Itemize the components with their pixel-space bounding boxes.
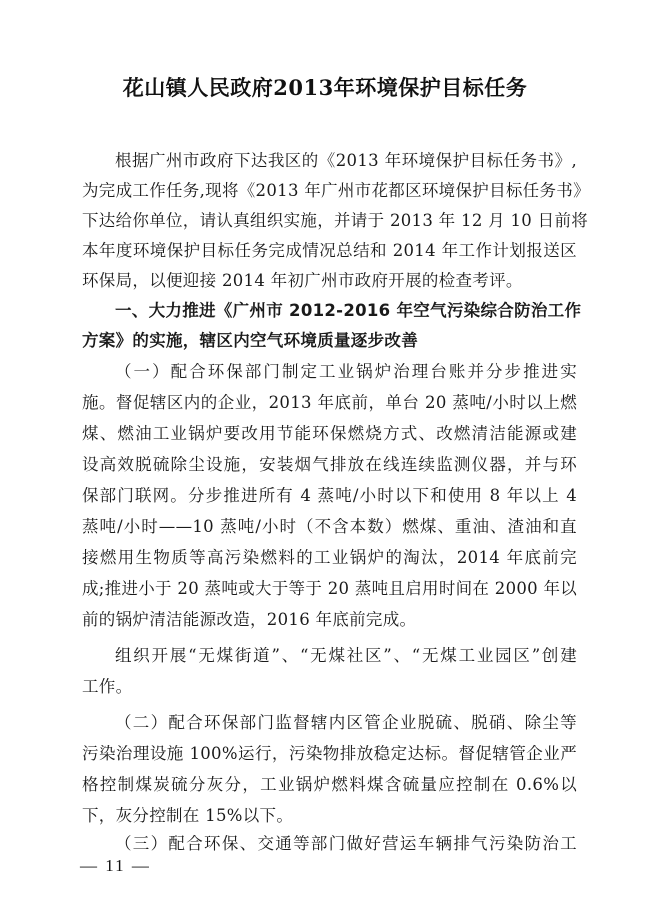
paragraph-line: 前的锅炉清洁能源改造，2016 年底前完成。 bbox=[82, 610, 417, 629]
paragraph-line: 成;推进小于 20 蒸吨或大于等于 20 蒸吨且启用时间在 2000 年以 bbox=[82, 579, 578, 598]
document-title: 花山镇人民政府2013年环境保护目标任务 bbox=[122, 75, 528, 100]
paragraph-line: 下达给你单位，请认真组织实施，并请于 2013 年 12 月 10 日前将 bbox=[82, 211, 589, 230]
paragraph-line: 煤、燃油工业锅炉要改用节能环保燃烧方式、改燃清洁能源或建 bbox=[82, 424, 577, 443]
paragraph-line: 根据广州市政府下达我区的《2013 年环境保护目标任务书》, bbox=[115, 151, 577, 170]
paragraph-line: 下，灰分控制在 15%以下。 bbox=[82, 806, 294, 825]
paragraph-line: （二）配合环保部门监督辖内区管企业脱硫、脱硝、除尘等 bbox=[115, 713, 577, 732]
section-heading-line: 一、大力推进《广州市 2012-2016 年空气污染综合防治工作 bbox=[115, 301, 582, 320]
section-heading-line: 方案》的实施，辖区内空气环境质量逐步改善 bbox=[82, 331, 418, 350]
page-number: — 11 — bbox=[80, 856, 151, 875]
paragraph-line: （三）配合环保、交通等部门做好营运车辆排气污染防治工 bbox=[115, 834, 577, 853]
paragraph-line: 为完成工作任务,现将《2013 年广州市花都区环境保护目标任务书》 bbox=[82, 181, 590, 200]
paragraph-line: 工作。 bbox=[82, 677, 133, 696]
paragraph-line: 施。督促辖区内的企业，2013 年底前，单台 20 蒸吨/小时以上燃 bbox=[82, 393, 577, 412]
paragraph-line: 接燃用生物质等高污染燃料的工业锅炉的淘汰，2014 年底前完 bbox=[82, 548, 577, 567]
paragraph-line: 设高效脱硫除尘设施，安装烟气排放在线连续监测仪器，并与环 bbox=[82, 455, 577, 474]
paragraph-line: 本年度环境保护目标任务完成情况总结和 2014 年工作计划报送区 bbox=[82, 241, 577, 260]
paragraph-line: （一）配合环保部门制定工业锅炉治理台账并分步推进实 bbox=[115, 362, 577, 381]
paragraph-line: 格控制煤炭硫分灰分，工业锅炉燃料煤含硫量应控制在 0.6%以 bbox=[82, 775, 577, 794]
paragraph-line: 污染治理设施 100%运行，污染物排放稳定达标。督促辖管企业严 bbox=[82, 744, 577, 763]
paragraph-line: 组织开展“无煤街道”、“无煤社区”、“无煤工业园区”创建 bbox=[115, 646, 577, 665]
paragraph-line: 保部门联网。分步推进所有 4 蒸吨/小时以下和使用 8 年以上 4 bbox=[82, 486, 577, 505]
paragraph-line: 蒸吨/小时——10 蒸吨/小时（不含本数）燃煤、重油、渣油和直 bbox=[82, 517, 577, 536]
paragraph-line: 环保局，以便迎接 2014 年初广州市政府开展的检查考评。 bbox=[82, 271, 523, 290]
